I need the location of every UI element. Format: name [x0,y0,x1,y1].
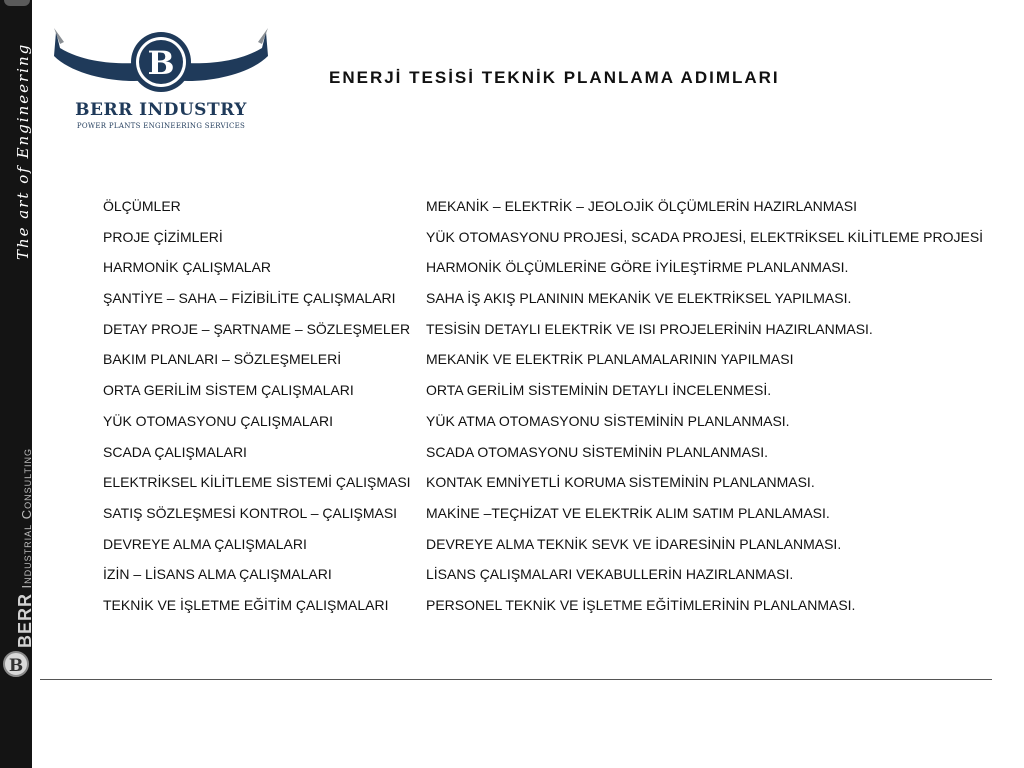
winged-emblem-icon [50,26,272,102]
table-row [103,196,983,227]
table-row [103,564,983,595]
step-description: YÜK ATMA OTOMASYONU SİSTEMİNİN PLANLANMASI. [426,412,790,429]
logo-subtitle: POWER PLANTS ENGINEERING SERVICES [76,122,246,130]
sidebar-brand-name: BERR [15,592,35,648]
step-name: TEKNİK VE İŞLETME EĞİTİM ÇALIŞMALARI [103,596,389,613]
table-row [103,442,983,473]
table-row [103,595,983,626]
side-bar-cap [4,0,30,6]
step-description: LİSANS ÇALIŞMALARI VEKABULLERİN HAZIRLANMASI. [426,566,794,583]
step-name: SCADA ÇALIŞMALARI [103,443,247,460]
step-name: ÖLÇÜMLER [103,198,181,214]
table-row [103,503,983,534]
logo-letter: B [147,44,175,82]
company-logo [50,26,272,136]
table-row [103,349,983,380]
step-name: ELEKTRİKSEL KİLİTLEME SİSTEMİ ÇALIŞMASI [103,474,411,491]
sidebar-brand-tagline: Industrial Consulting [19,448,34,589]
step-description: DEVREYE ALMA TEKNİK SEVK VE İDARESİNİN PLANLANMASI. [426,535,842,552]
side-bar [0,0,35,768]
step-description: SAHA İŞ AKIŞ PLANININ MEKANİK VE ELEKTRİKSEL YAPILMASI. [426,290,852,307]
step-name: YÜK OTOMASYONU ÇALIŞMALARI [103,412,334,429]
steps-table [103,196,983,626]
step-description: MEKANİK VE ELEKTRİK PLANLAMALARININ YAPILMASI [426,351,794,368]
step-name: DEVREYE ALMA ÇALIŞMALARI [103,535,307,552]
table-row [103,534,983,565]
sidebar-tagline: The art of Engineering [14,42,32,260]
logo-name: BERR INDUSTRY [75,100,247,120]
table-row [103,227,983,258]
step-description: YÜK OTOMASYONU PROJESİ, SCADA PROJESİ, ELEKTRİKSEL KİLİTLEME PROJESİ [426,228,984,245]
step-name: ORTA GERİLİM SİSTEM ÇALIŞMALARI [103,382,354,399]
table-row [103,257,983,288]
step-description: TESİSİN DETAYLI ELEKTRİK VE ISI PROJELERİNİN HAZIRLANMASI. [426,320,873,337]
step-name: SATIŞ SÖZLEŞMESİ KONTROL – ÇALIŞMASI [103,504,398,521]
table-row [103,319,983,350]
step-name: DETAY PROJE – ŞARTNAME – SÖZLEŞMELER [103,320,411,337]
step-name: PROJE ÇİZİMLERİ [103,228,223,245]
sidebar-brand [16,433,35,663]
table-row [103,411,983,442]
bottom-divider [40,679,992,680]
step-name: ŞANTİYE – SAHA – FİZİBİLİTE ÇALIŞMALARI [103,290,396,307]
step-description: KONTAK EMNİYETLİ KORUMA SİSTEMİNİN PLANLANMASI. [426,474,815,491]
step-description: PERSONEL TEKNİK VE İŞLETME EĞİTİMLERİNİN PLANLANMASI. [426,596,856,613]
sidebar-emblem-icon: B [3,651,29,677]
step-description: HARMONİK ÖLÇÜMLERİNE GÖRE İYİLEŞTİRME PLANLANMASI. [426,259,849,276]
step-name: BAKIM PLANLARI – SÖZLEŞMELERİ [103,351,342,368]
table-row [103,472,983,503]
table-row [103,380,983,411]
step-description: SCADA OTOMASYONU SİSTEMİNİN PLANLANMASI. [426,443,769,460]
step-description: MAKİNE –TEÇHİZAT VE ELEKTRİK ALIM SATIM PLANLAMASI. [426,504,830,521]
step-name: HARMONİK ÇALIŞMALAR [103,259,272,276]
step-name: İZİN – LİSANS ALMA ÇALIŞMALARI [103,566,332,583]
table-row [103,288,983,319]
step-description: ORTA GERİLİM SİSTEMİNİN DETAYLI İNCELENMESİ. [426,382,772,399]
step-description: MEKANİK – ELEKTRİK – JEOLOJİK ÖLÇÜMLERİN HAZIRLANMASI [426,198,857,214]
page-title: ENERJİ TESİSİ TEKNİK PLANLAMA ADIMLARI [329,68,780,87]
